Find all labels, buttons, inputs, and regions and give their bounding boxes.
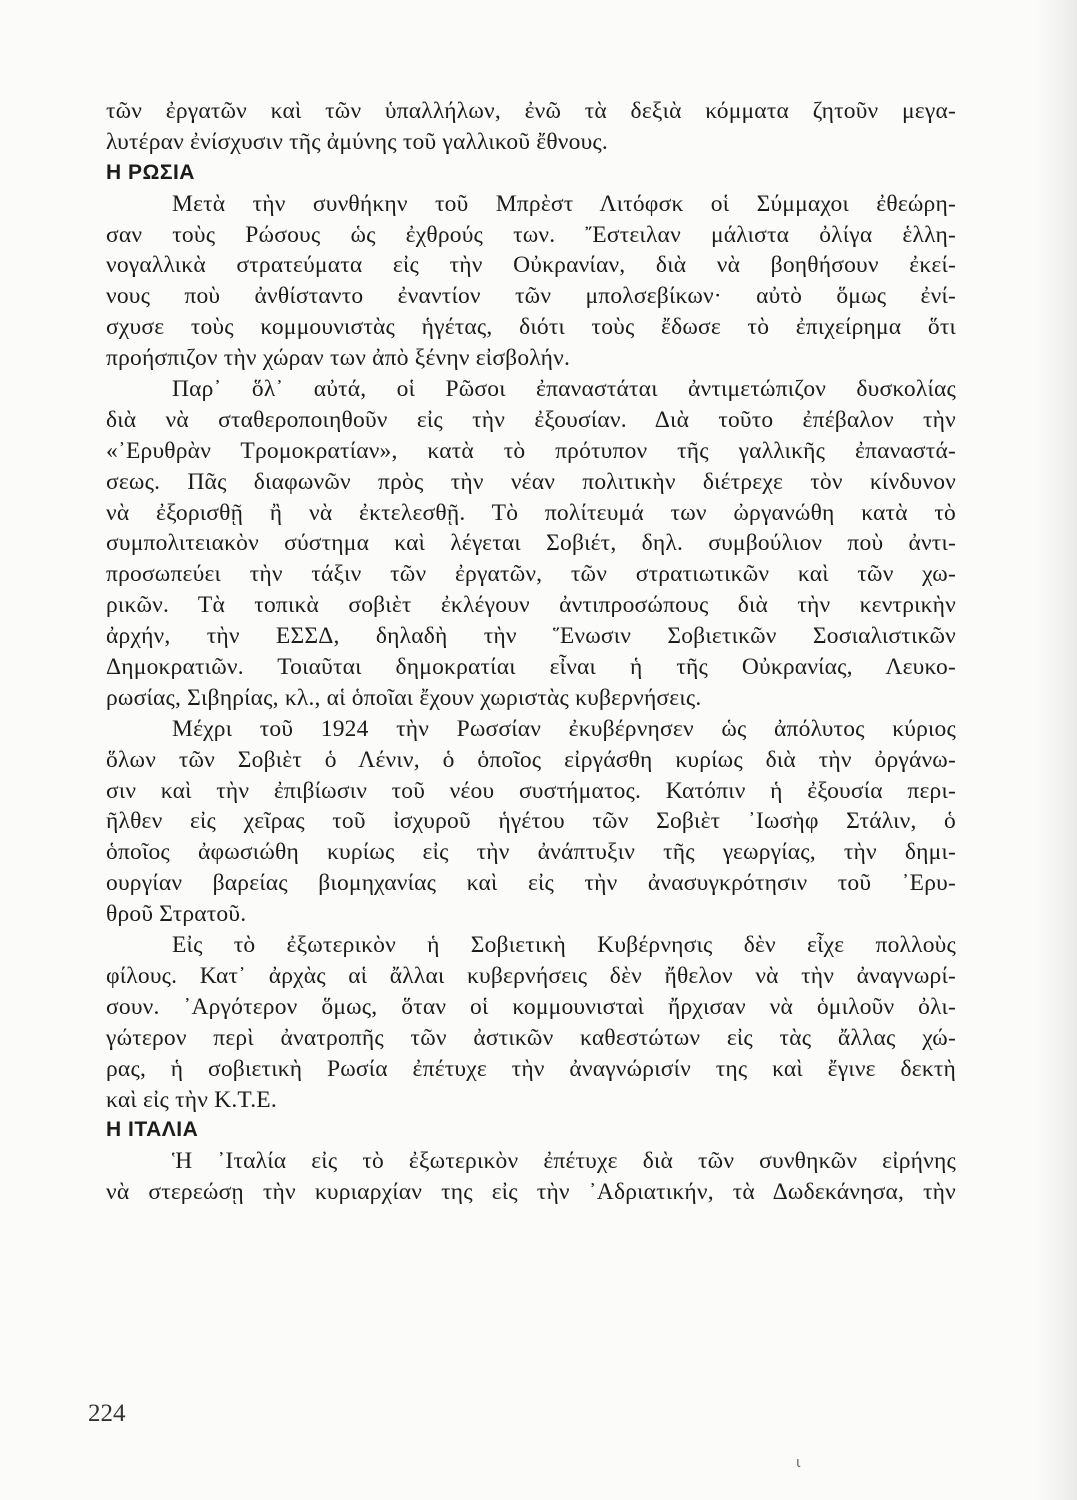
text-line: Μετὰ τὴν συνθήκην τοῦ Μπρὲστ Λιτόφσκ οἱ Σύμμαχοι ἐθεώρη- <box>172 190 956 217</box>
section-heading-russia: Η ΡΩΣΙΑ <box>106 160 195 184</box>
text-line: «᾿Ερυθρὰν Τρομοκρατίαν», κατὰ τὸ πρότυπον τῆς γαλλικῆς ἐπαναστά- <box>106 437 956 464</box>
text-line: φίλους. Κατ᾿ ἀρχὰς αἱ ἄλλαι κυβερνήσεις δὲν ἤθελον νὰ τὴν ἀναγνωρί- <box>106 962 956 989</box>
paragraph <box>106 930 956 1115</box>
text-line: διὰ νὰ σταθεροποιηθοῦν εἰς τὴν ἐξουσίαν. Διὰ τοῦτο ἐπέβαλον τὴν <box>106 406 956 433</box>
text-line: ρας, ἡ σοβιετικὴ Ρωσία ἐπέτυχε τὴν ἀναγνώρισίν της καὶ ἔγινε δεκτὴ <box>106 1055 956 1082</box>
text-line: νὰ ἐξορισθῇ ἢ νὰ ἐκτελεσθῇ. Τὸ πολίτευμά των ὠργανώθη κατὰ τὸ <box>106 499 956 526</box>
text-line: Μέχρι τοῦ 1924 τὴν Ρωσσίαν ἐκυβέρνησεν ὡς ἀπόλυτος κύριος <box>172 715 956 742</box>
paragraph <box>106 374 956 714</box>
text-line: ὅλων τῶν Σοβιὲτ ὁ Λένιν, ὁ ὁποῖος εἰργάσθη κυρίως διὰ τὴν ὀργάνω- <box>106 746 956 773</box>
text-line: τῶν ἐργατῶν καὶ τῶν ὑπαλλήλων, ἐνῶ τὰ δεξιὰ κόμματα ζητοῦν μεγα- <box>106 98 956 124</box>
paragraph <box>106 96 956 158</box>
text-line: νὰ στερεώσῃ τὴν κυριαρχίαν της εἰς τὴν ᾿Αδριατικήν, τὰ Δωδεκάνησα, τὴν <box>106 1179 956 1206</box>
paragraph <box>106 1146 956 1208</box>
page-number: 224 <box>88 1400 126 1427</box>
text-body <box>106 96 956 1208</box>
paragraph <box>106 714 956 930</box>
text-line: σουν. ᾿Αργότερον ὅμως, ὅταν οἱ κομμουνισταὶ ἤρχισαν νὰ ὁμιλοῦν ὀλι- <box>106 993 956 1020</box>
text-line: σαν τοὺς Ρώσους ὡς ἐχθρούς των. Ἔστειλαν μάλιστα ὀλίγα ἑλλη- <box>106 221 956 248</box>
stray-mark: ι <box>796 1455 801 1471</box>
text-line: νους ποὺ ἀνθίσταντο ἐναντίον τῶν μπολσεβίκων· αὐτὸ ὅμως ἐνί- <box>106 283 956 310</box>
text-line: καὶ εἰς τὴν Κ.Τ.Ε. <box>106 1086 277 1113</box>
text-line: σιν καὶ τὴν ἐπιβίωσιν τοῦ νέου συστήματος. Κατόπιν ἡ ἐξουσία περι- <box>106 777 956 804</box>
text-line: σχυσε τοὺς κομμουνιστὰς ἡγέτας, διότι τοὺς ἔδωσε τὸ ἐπιχείρημα ὅτι <box>106 314 956 341</box>
text-line: συμπολιτειακὸν σύστημα καὶ λέγεται Σοβιέτ, δηλ. συμβούλιον ποὺ ἀντι- <box>106 530 956 557</box>
text-line: σεως. Πᾶς διαφωνῶν πρὸς τὴν νέαν πολιτικὴν διέτρεχε τὸν κίνδυνον <box>106 468 956 495</box>
text-line: λυτέραν ἐνίσχυσιν τῆς ἀμύνης τοῦ γαλλικοῦ ἔθνους. <box>106 128 608 155</box>
text-line: Ἡ ᾿Ιταλία εἰς τὸ ἐξωτερικὸν ἐπέτυχε διὰ τῶν συνθηκῶν εἰρήνης <box>172 1148 956 1175</box>
text-line: ἀρχήν, τὴν ΕΣΣΔ, δηλαδὴ τὴν Ἕνωσιν Σοβιετικῶν Σοσιαλιστικῶν <box>106 623 956 650</box>
section-heading-italy: Η ΙΤΑΛΙΑ <box>106 1118 199 1142</box>
text-line: νογαλλικὰ στρατεύματα εἰς τὴν Οὐκρανίαν, διὰ νὰ βοηθήσουν ἐκεί- <box>106 252 956 279</box>
text-line: ρωσίας, Σιβηρίας, κλ., αἱ ὁποῖαι ἔχουν χωριστὰς κυβερνήσεις. <box>106 684 702 711</box>
paragraph <box>106 189 956 374</box>
text-line: προήσπιζον τὴν χώραν των ἀπὸ ξένην εἰσβολήν. <box>106 345 571 372</box>
text-line: Δημοκρατιῶν. Τοιαῦται δημοκρατίαι εἶναι ἡ τῆς Οὐκρανίας, Λευκο- <box>106 654 956 681</box>
text-line: Εἰς τὸ ἐξωτερικὸν ἡ Σοβιετικὴ Κυβέρνησις δὲν εἶχε πολλοὺς <box>172 932 956 959</box>
text-line: προσωπεύει τὴν τάξιν τῶν ἐργατῶν, τῶν στρατιωτικῶν καὶ τῶν χω- <box>106 561 956 588</box>
text-line: ὁποῖος ἀφωσιώθη κυρίως εἰς τὴν ἀνάπτυξιν τῆς γεωργίας, τὴν δημι- <box>106 839 956 866</box>
text-line: γώτερον περὶ ἀνατροπῆς τῶν ἀστικῶν καθεστώτων εἰς τὰς ἄλλας χώ- <box>106 1024 956 1051</box>
text-line: ρικῶν. Τὰ τοπικὰ σοβιὲτ ἐκλέγουν ἀντιπροσώπους διὰ τὴν κεντρικὴν <box>106 592 956 619</box>
text-line: ῆλθεν εἰς χεῖρας τοῦ ἰσχυροῦ ἡγέτου τῶν Σοβιὲτ ᾿Ιωσὴφ Στάλιν, ὁ <box>106 808 956 835</box>
text-line: θροῦ Στρατοῦ. <box>106 901 247 928</box>
page-edge-shadow <box>1037 0 1077 1500</box>
text-line: ουργίαν βαρείας βιομηχανίας καὶ εἰς τὴν ἀνασυγκρότησιν τοῦ ᾿Ερυ- <box>106 870 956 897</box>
text-line: Παρ᾿ ὅλ᾿ αὐτά, οἱ Ρῶσοι ἐπαναστάται ἀντιμετώπιζον δυσκολίας <box>172 376 956 403</box>
